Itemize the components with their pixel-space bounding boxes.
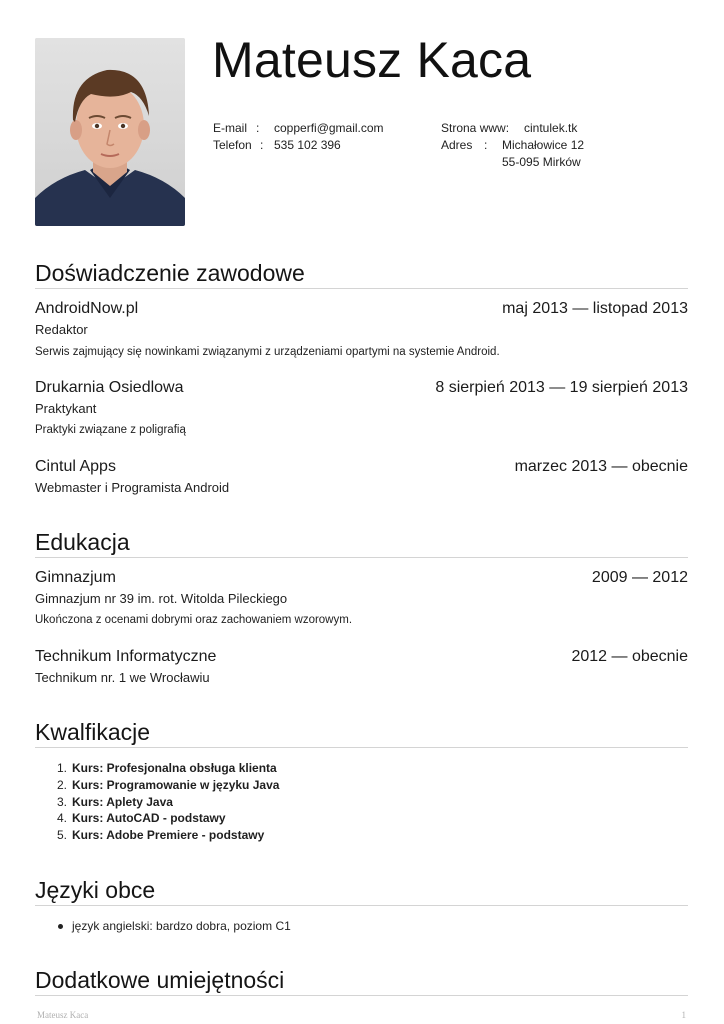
list-number: 3.: [56, 794, 67, 809]
list-text: Kurs: Profesjonalna obsługa klienta: [72, 761, 277, 775]
list-number: 4.: [56, 811, 67, 826]
job-company: Cintul Apps: [35, 458, 116, 475]
job-dates: maj 2013 — listopad 2013: [502, 300, 688, 317]
job-company: Drukarnia Osiedlowa: [35, 379, 184, 396]
portrait-image: [35, 38, 185, 226]
job-company: AndroidNow.pl: [35, 300, 139, 317]
section-title-qualifications: Kwalfikacje: [35, 718, 688, 748]
job-role: Redaktor: [35, 322, 88, 337]
profile-photo: [35, 38, 185, 226]
www-label: Strona www:: [441, 121, 510, 135]
bullet-icon: [58, 924, 63, 929]
email-value[interactable]: copperfi@gmail.com: [274, 121, 384, 135]
school-description: Ukończona z ocenami dobrymi oraz zachowaniem wzorowym.: [35, 614, 353, 626]
address-line1: Michałowice 12: [502, 138, 585, 152]
contact-right: [441, 120, 641, 180]
section-title-skills: Dodatkowe umiejętności: [35, 966, 688, 996]
list-text: Kurs: AutoCAD - podstawy: [72, 811, 226, 826]
list-text: Kurs: Aplety Java: [72, 794, 173, 809]
address-label: Adres: [441, 138, 473, 152]
school-dates: 2012 — obecnie: [571, 648, 688, 665]
list-number: 5.: [56, 828, 67, 843]
address-separator: :: [484, 138, 488, 152]
phone-value: 535 102 396: [274, 138, 341, 152]
footer-name: Mateusz Kaca: [37, 1010, 89, 1020]
section-title-languages: Języki obce: [35, 876, 688, 906]
job-description: Serwis zajmujący się nowinkami związanymi z urządzeniami opartymi na systemie Android.: [35, 346, 500, 358]
phone-label: Telefon: [213, 138, 252, 152]
job-dates: marzec 2013 — obecnie: [514, 458, 688, 475]
address-line2: 55-095 Mirków: [502, 155, 581, 169]
school-detail: Gimnazjum nr 39 im. rot. Witolda Pileckiego: [35, 591, 288, 606]
www-value[interactable]: cintulek.tk: [524, 121, 578, 135]
email-label: E-mail: [213, 121, 248, 135]
list-number: 2.: [56, 777, 67, 792]
list-text: Kurs: Adobe Premiere - podstawy: [72, 828, 265, 843]
section-title-experience: Doświadczenie zawodowe: [35, 259, 688, 289]
job-description: Praktyki związane z poligrafią: [35, 424, 186, 436]
job-dates: 8 sierpień 2013 — 19 sierpień 2013: [435, 379, 688, 396]
job-role: Webmaster i Programista Android: [35, 480, 230, 495]
school-detail: Technikum nr. 1 we Wrocławiu: [35, 670, 210, 685]
school-name: Gimnazjum: [35, 569, 116, 586]
list-number: 1.: [56, 761, 67, 775]
phone-separator: :: [260, 138, 264, 152]
email-separator: :: [256, 121, 260, 135]
section-title-education: Edukacja: [35, 528, 688, 558]
school-name: Technikum Informatyczne: [35, 648, 217, 665]
footer-page-number: 1: [681, 1010, 686, 1020]
candidate-name: Mateusz Kaca: [212, 32, 532, 88]
school-dates: 2009 — 2012: [591, 569, 688, 586]
list-text: język angielski: bardzo dobra, poziom C1: [72, 919, 291, 933]
contact-left: [213, 120, 413, 160]
list-text: Kurs: Programowanie w języku Java: [72, 777, 280, 792]
job-role: Praktykant: [35, 401, 97, 416]
